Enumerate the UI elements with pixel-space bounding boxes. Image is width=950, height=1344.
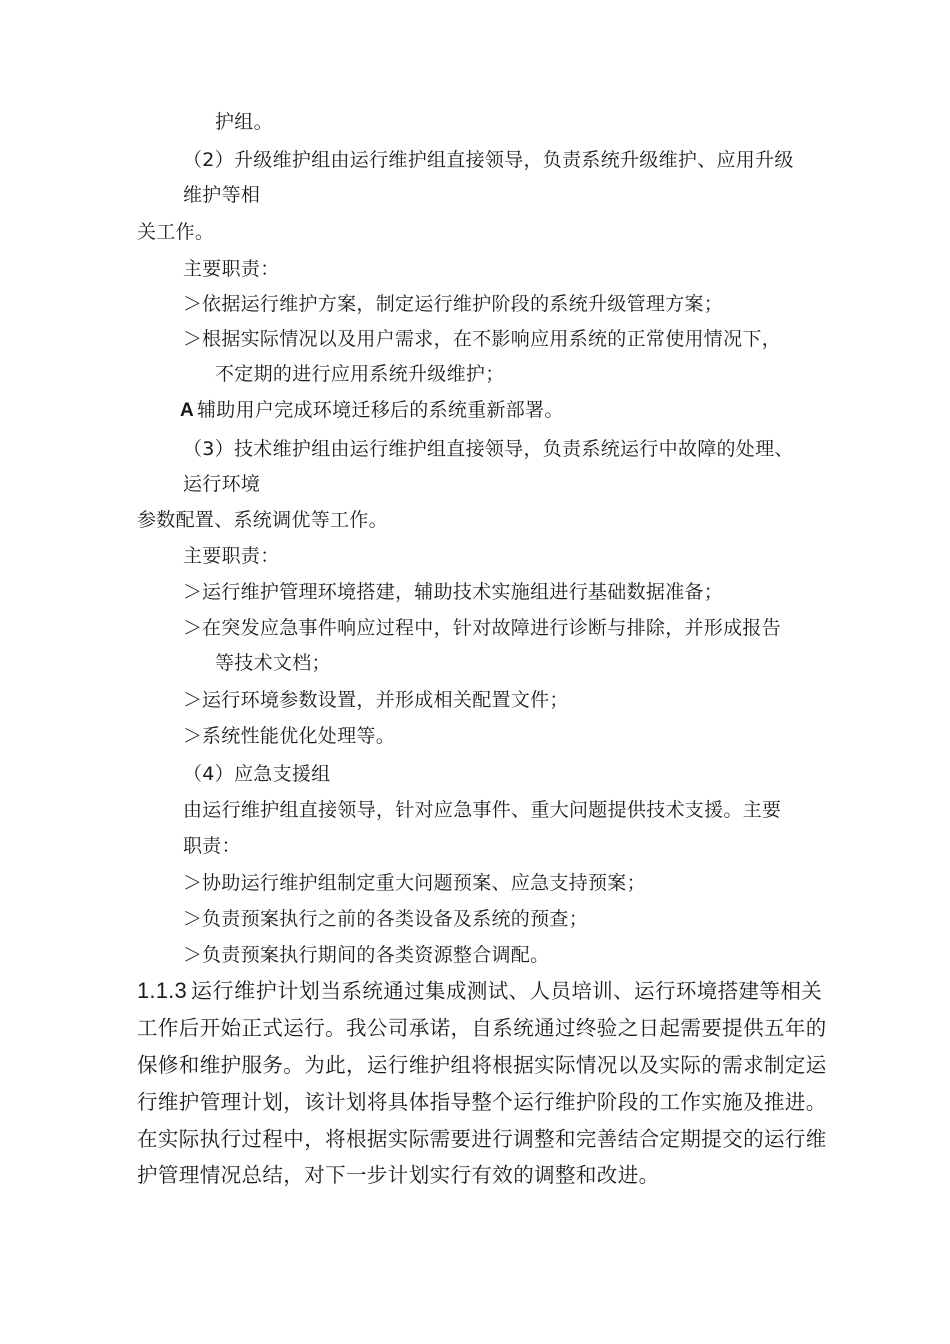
group3-intro-line2: 运行环境 [183, 473, 261, 495]
group3-duty-3: ＞运行环境参数设置，并形成相关配置文件； [183, 689, 569, 711]
group2-duty-2-cont: 不定期的进行应用系统升级维护； [215, 363, 505, 385]
bullet-arrow-icon: ＞ [183, 725, 203, 747]
group3-duty-2: ＞在突发应急事件响应过程中，针对故障进行诊断与排除，并形成报告 [183, 617, 782, 639]
group3-intro-line1: （3）技术维护组由运行维护组直接领导，负责系统运行中故障的处理、 [183, 438, 794, 460]
section-number: 1.1.3 [137, 978, 187, 1003]
group3-duties-label: 主要职责： [183, 545, 280, 567]
group3-duty-4: ＞系统性能优化处理等。 [183, 725, 396, 747]
group4-duty-2: ＞负责预案执行之前的各类设备及系统的预查； [183, 908, 589, 930]
section-line4: 行维护管理计划，该计划将具体指导整个运行维护阶段的工作实施及推进。 [137, 1090, 827, 1114]
group2-duty-1: ＞依据运行维护方案，制定运行维护阶段的系统升级管理方案； [183, 293, 724, 315]
group3-duty-1: ＞运行维护管理环境搭建，辅助技术实施组进行基础数据准备； [183, 581, 724, 603]
section-title: 运行维护计划 [190, 979, 321, 1003]
section-heading-line [137, 978, 822, 1004]
group4-duty-3: ＞负责预案执行期间的各类资源整合调配。 [183, 944, 550, 966]
section-line2: 工作后开始正式运行。我公司承诺，自系统通过终验之日起需要提供五年的 [137, 1016, 827, 1040]
bullet-arrow-icon: ＞ [183, 872, 203, 894]
group2-intro-line3: 关工作。 [137, 221, 215, 243]
group2-intro-line1: （2）升级维护组由运行维护组直接领导，负责系统升级维护、应用升级 [183, 149, 794, 171]
group2-duty-3: A 辅助用户完成环境迁移后的系统重新部署。 [180, 399, 564, 421]
bullet-a-mark: A [180, 400, 195, 421]
group3-intro-line3: 参数配置、系统调优等工作。 [137, 509, 388, 531]
group4-title: （4）应急支援组 [183, 763, 331, 785]
bullet-arrow-icon: ＞ [183, 293, 203, 315]
section-line3: 保修和维护服务。为此，运行维护组将根据实际情况以及实际的需求制定运 [137, 1053, 827, 1077]
bullet-arrow-icon: ＞ [183, 617, 203, 639]
group2-duty-2: ＞根据实际情况以及用户需求，在不影响应用系统的正常使用情况下， [183, 328, 782, 350]
section-line1: 当系统通过集成测试、人员培训、运行环境搭建等相关 [320, 979, 823, 1003]
group1-tail: 护组。 [215, 111, 273, 133]
bullet-arrow-icon: ＞ [183, 689, 203, 711]
section-line6: 护管理情况总结，对下一步计划实行有效的调整和改进。 [137, 1163, 660, 1187]
group4-intro-line1: 由运行维护组直接领导，针对应急事件、重大问题提供技术支援。主要 [183, 799, 782, 821]
group4-intro-line2: 职责： [183, 835, 241, 857]
group2-duties-label: 主要职责： [183, 258, 280, 280]
bullet-arrow-icon: ＞ [183, 581, 203, 603]
bullet-arrow-icon: ＞ [183, 908, 203, 930]
group4-duty-1: ＞协助运行维护组制定重大问题预案、应急支持预案； [183, 872, 646, 894]
group3-duty-2-cont: 等技术文档； [215, 652, 331, 674]
bullet-arrow-icon: ＞ [183, 328, 203, 350]
bullet-arrow-icon: ＞ [183, 944, 203, 966]
group2-intro-line2: 维护等相 [183, 184, 261, 206]
section-line5: 在实际执行过程中，将根据实际需要进行调整和完善结合定期提交的运行维 [137, 1127, 827, 1151]
